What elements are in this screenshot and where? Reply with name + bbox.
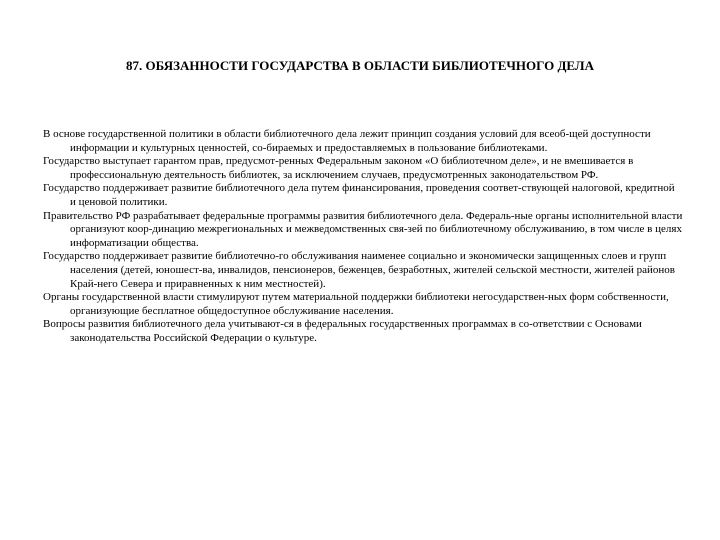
slide-title: 87. ОБЯЗАННОСТИ ГОСУДАРСТВА В ОБЛАСТИ БИБЛИОТЕЧНОГО ДЕЛА <box>126 58 594 73</box>
paragraph: Органы государственной власти стимулируют путем материальной поддержки библиотеки негосударствен-ных форм собственности, организующие бесплатное общедоступное обслуживание населения. <box>43 291 669 317</box>
paragraph: Вопросы развития библиотечного дела учитывают-ся в федеральных государственных программах в со-ответствии с Основами законодательства Российской Федерации о культуре. <box>43 318 642 344</box>
paragraph: Государство выступает гарантом прав, предусмот-ренных Федеральным законом «О библиотечном деле», и не вмешивается в профессиональную деятельность библиотек, за исключением случаев, предусмотренных законодательством РФ. <box>43 155 634 181</box>
paragraph: Государство поддерживает развитие библиотечно-го обслуживания наименее социально и экономически защищенных слоев и групп населения (детей, юношест-ва, инвалидов, пенсионеров, беженцев, безработных, жителей сельской местности, жителей районов Край-него Севера и приравненных к ним местностей). <box>43 250 675 290</box>
paragraph: В основе государственной политики в области библиотечного дела лежит принцип создания условий для всеоб-щей доступности информации и культурных ценностей, со-бираемых и предоставляемых в пользование библиотеками. <box>43 128 651 154</box>
paragraph: Правительство РФ разрабатывает федеральные программы развития библиотечного дела. Федераль-ные органы исполнительной власти организуют коор-динацию межрегиональных и межведомственных свя-зей по библиотечному обслуживанию, в том числе в целях информатизации общества. <box>43 209 683 249</box>
paragraph: Государство поддерживает развитие библиотечного дела путем финансирования, проведения соответ-ствующей налоговой, кредитной и ценовой политики. <box>43 182 675 208</box>
slide-body <box>43 128 683 346</box>
